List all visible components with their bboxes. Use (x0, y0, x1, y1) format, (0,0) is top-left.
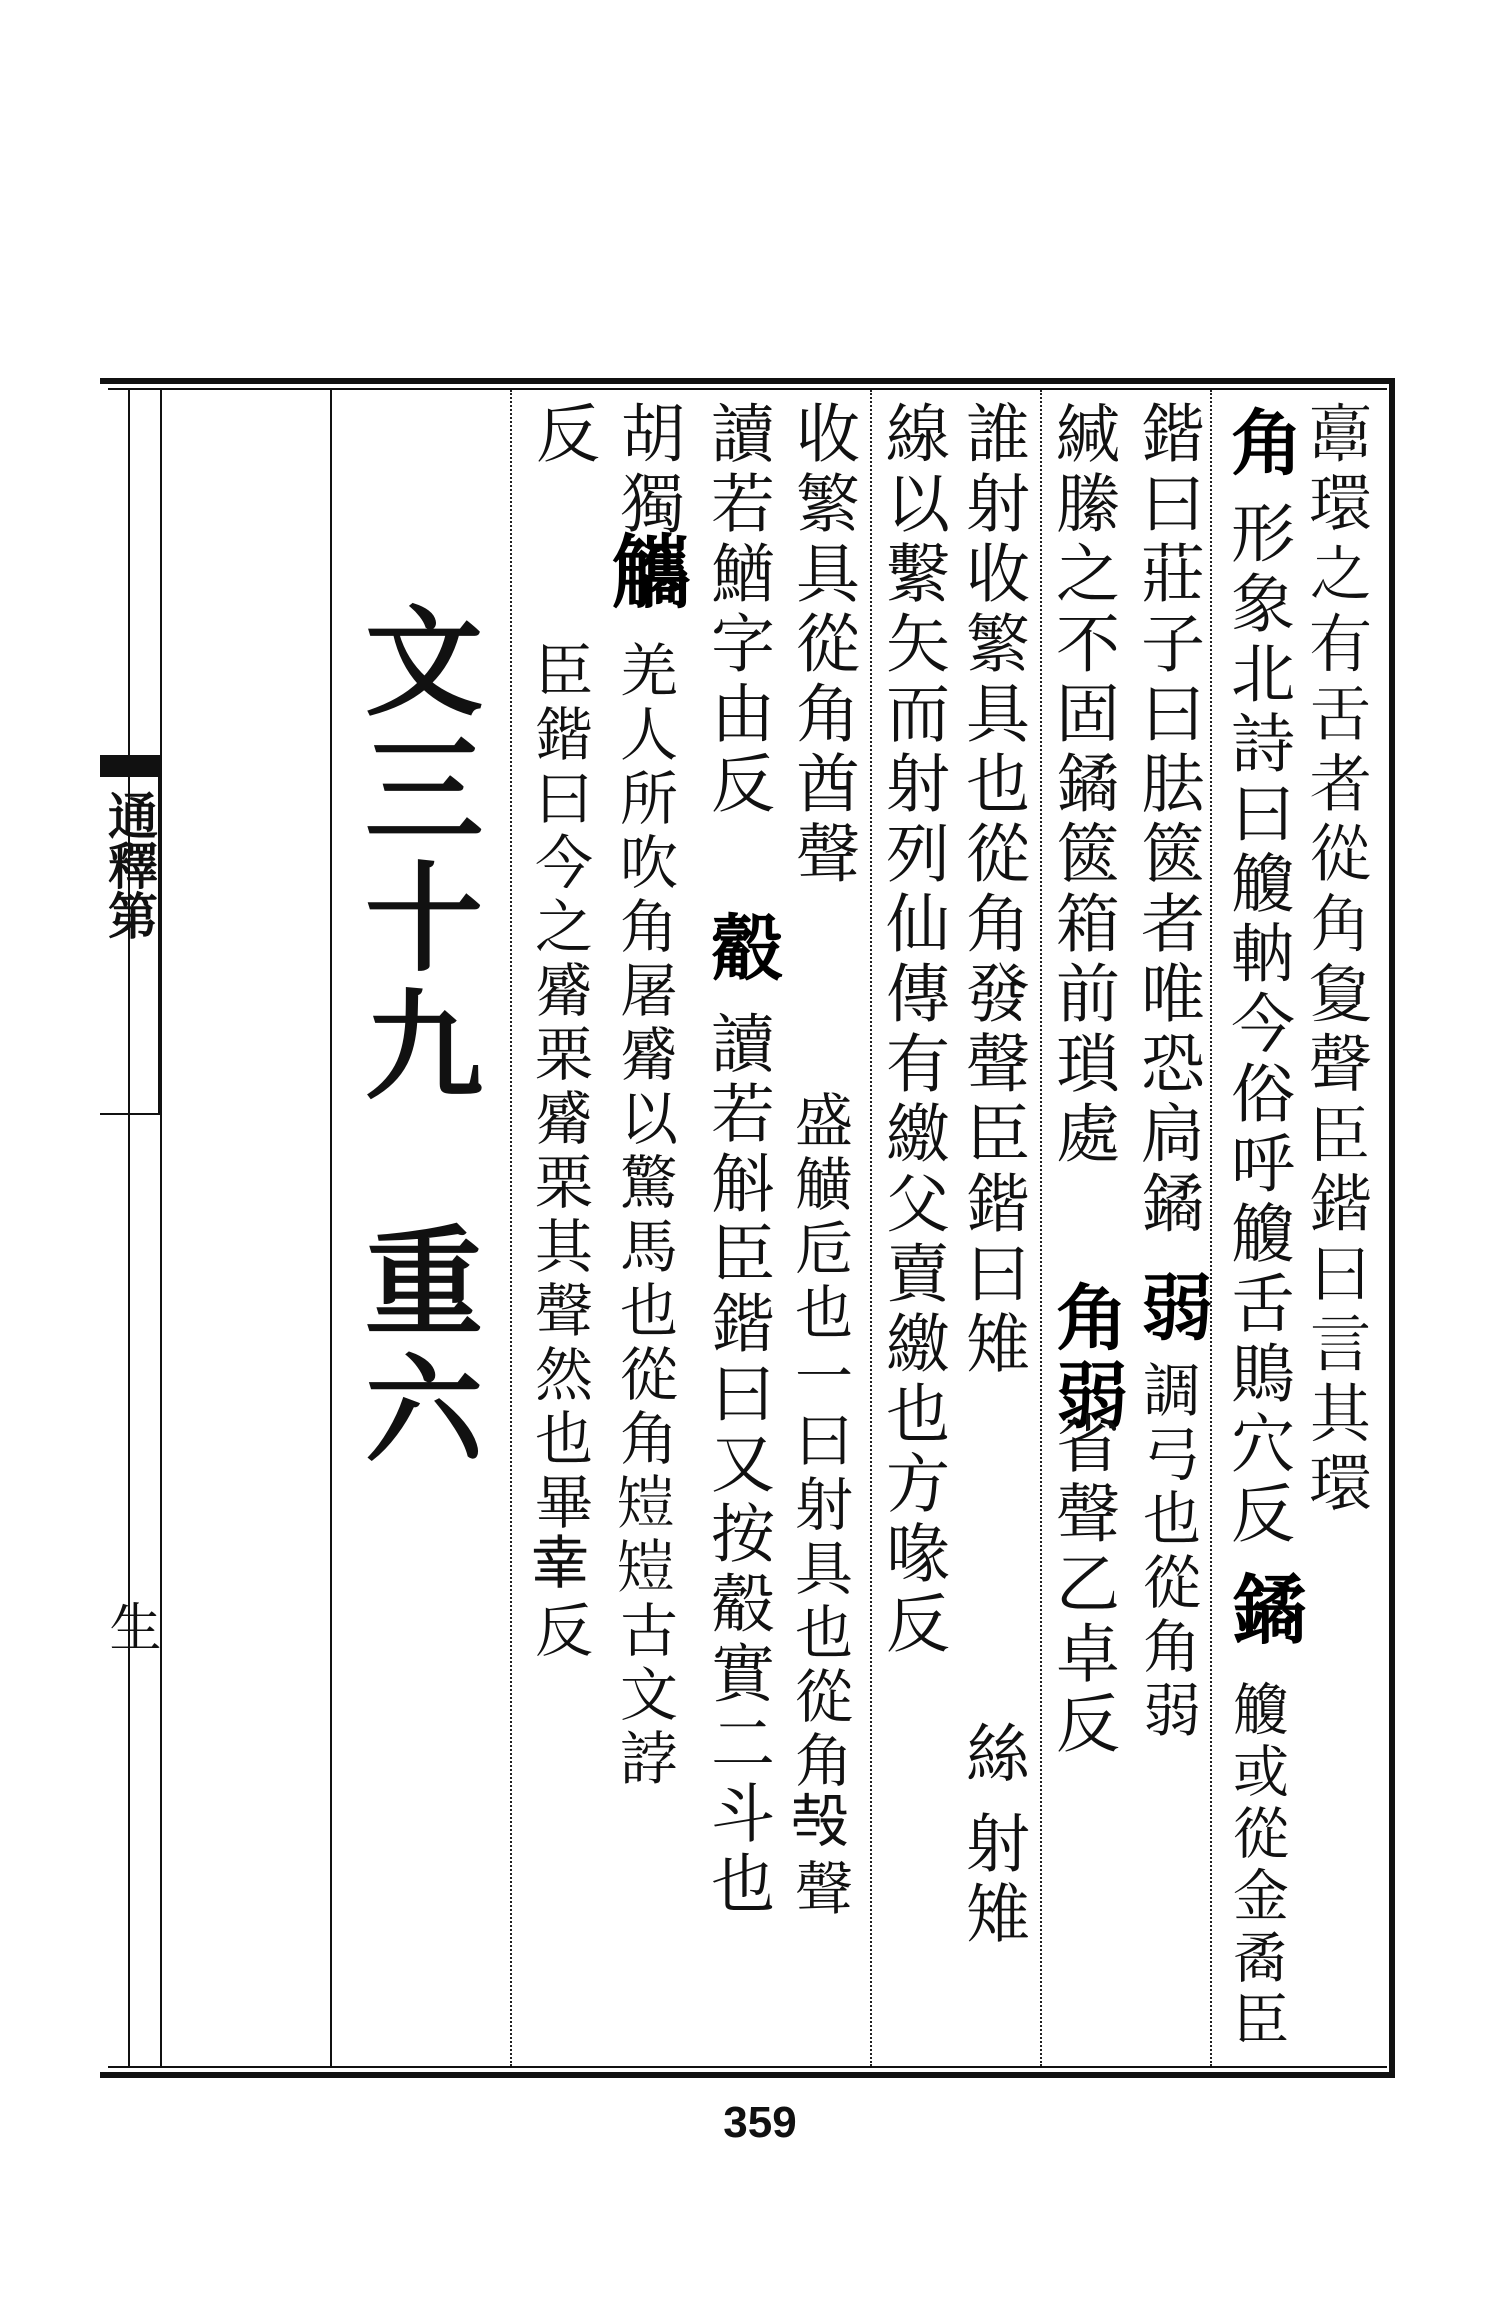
column-rule (1210, 390, 1212, 2066)
title-column-divider (330, 388, 332, 2068)
seal-glyph-1: 角 (1219, 405, 1304, 483)
text-column-1: 𩫖環之有舌者從角夐聲臣鍇曰言其環 (1300, 400, 1374, 1520)
page-number: 359 (723, 2098, 797, 2147)
text-column-6-tail: 絲 (955, 1720, 1029, 1790)
text-column-3-tail: 調弓也從角弱 (1133, 1360, 1201, 1744)
text-column-5: 省聲乙卓反 (1045, 1410, 1119, 1760)
column-rule (1040, 390, 1042, 2066)
text-column-4: 緘縢之不固鐍篋箱前瑣處 (1045, 400, 1119, 1170)
text-column-8: 收繁具從角酋聲 (785, 400, 859, 890)
seal-glyph-3: 弱 (1129, 1270, 1214, 1348)
seal-glyph-4: 角弱 (1044, 1280, 1129, 1436)
column-rule (870, 390, 872, 2066)
side-tab-bar (100, 755, 158, 777)
text-column-2-tail: 觼或從金矞臣 (1224, 1680, 1289, 2052)
edge-character: 生 (100, 1600, 160, 1652)
text-column-9: 讀若鰌字由反 (700, 400, 774, 820)
text-column-2: 形象北詩曰觼軜今俗呼觼舌鵙穴反 (1220, 500, 1294, 1550)
text-column-11: 胡獨 (610, 400, 684, 540)
side-tab-label: 通釋第 (100, 790, 159, 940)
section-title: 文三十九 (345, 600, 484, 1112)
text-column-11-tail: 羌人所吹角屠觱以驚馬也從角𥏸𥏸古文誖 (610, 640, 678, 1792)
section-count: 重六 (345, 1220, 484, 1476)
seal-glyph-6: 觿 (598, 530, 692, 616)
column-rule (510, 390, 512, 2066)
text-column-8-tail: 盛觵卮也一曰射具也從角𣪊聲 (785, 1090, 853, 1922)
text-column-12: 反 (525, 400, 599, 470)
text-column-7: 線以繫矢而射列仙傳有繳父賣繳也方喙反 (875, 400, 949, 1660)
text-column-6: 誰射收繁具也從角發聲臣鍇曰雉 (955, 400, 1029, 1380)
text-column-3: 鍇曰莊子曰胠篋者唯恐扃鐍 (1130, 400, 1204, 1240)
seal-glyph-2: 鐍 (1219, 1570, 1308, 1652)
text-column-12-tail: 臣鍇曰今之觱栗觱栗其聲然也畢𦍒反 (525, 640, 593, 1664)
margin-line (160, 388, 162, 2068)
margin-line (128, 388, 130, 2068)
seal-glyph-5: 觳 (699, 910, 784, 988)
text-column-6-end: 射雉 (955, 1810, 1029, 1950)
text-column-10: 讀若斛臣鍇曰又按觳實二斗也 (700, 1010, 774, 1920)
